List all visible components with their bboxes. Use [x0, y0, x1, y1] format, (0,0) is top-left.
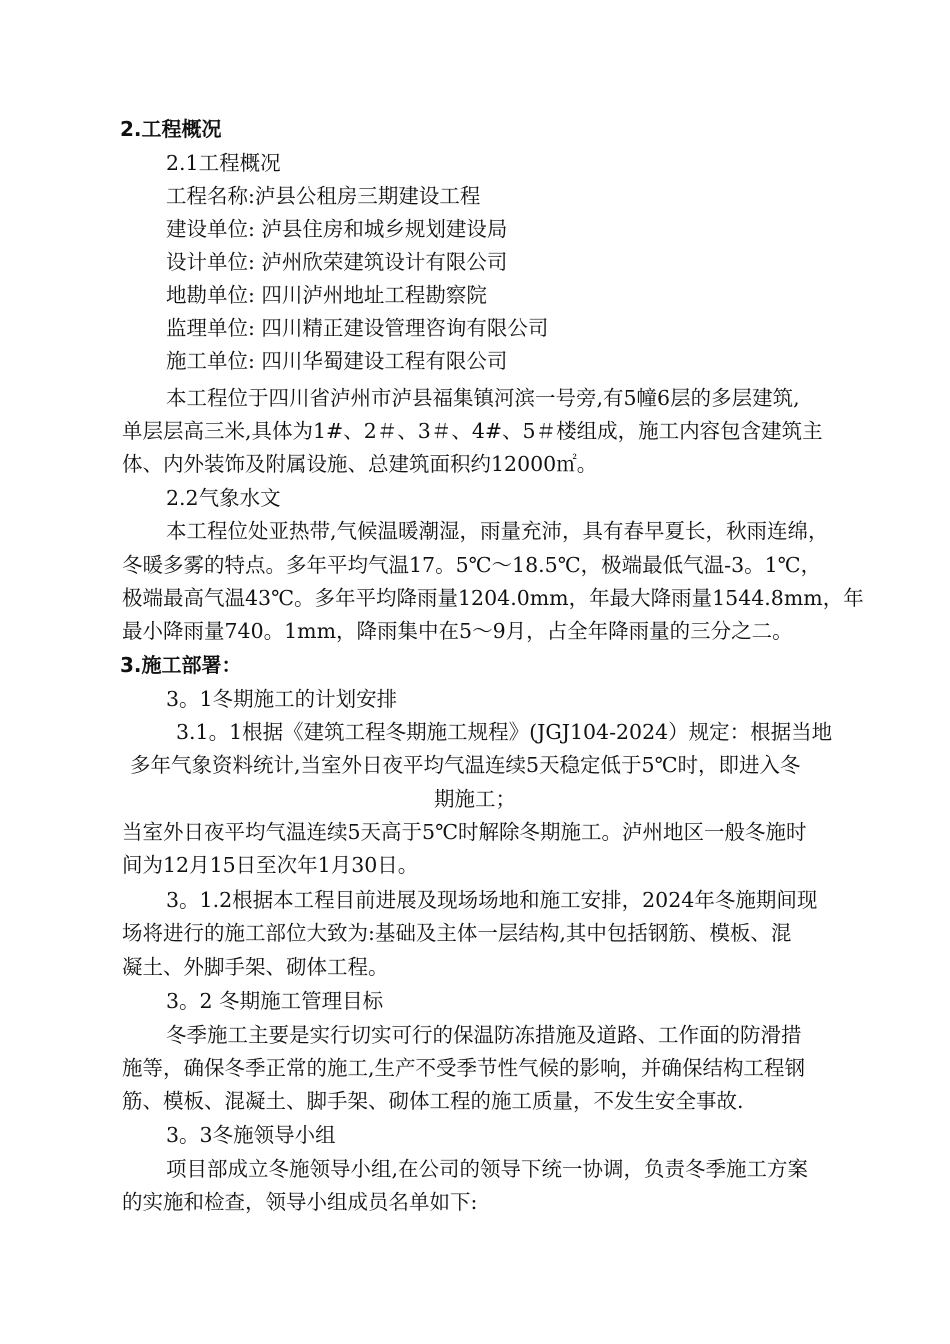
paragraph-line: 当室外日夜平均气温连续5天高于5℃时解除冬期施工。泸州地区一般冬施时: [122, 820, 807, 844]
paragraph-line: 施等，确保冬季正常的施工,生产不受季节性气候的影响，并确保结构工程钢: [122, 1056, 806, 1080]
paragraph-line: 单层层高三米,具体为1#、2＃、3＃、4#、5＃楼组成，施工内容包含建筑主: [122, 419, 823, 443]
subsection-2-2-heading: 2.2气象水文: [166, 486, 281, 510]
paragraph-line: 本工程位于四川省泸州市泸县福集镇河滨一号旁,有5幢6层的多层建筑,: [166, 386, 800, 410]
paragraph-line: 的实施和检查，领导小组成员名单如下:: [122, 1190, 478, 1214]
section-2-heading: 2.工程概况: [120, 117, 222, 141]
paragraph-line: 多年气象资料统计,当室外日夜平均气温连续5天稳定低于5℃时，即进入冬: [130, 753, 801, 777]
paragraph-line: 凝土、外脚手架、砌体工程。: [122, 955, 389, 979]
subsection-3-1-heading: 3。1冬期施工的计划安排: [166, 687, 398, 711]
builder-line: 建设单位: 泸县住房和城乡规划建设局: [166, 217, 508, 241]
paragraph-line: 冬季施工主要是实行切实可行的保温防冻措施及道路、工作面的防滑措: [166, 1023, 802, 1047]
designer-line: 设计单位: 泸州欣荣建筑设计有限公司: [166, 250, 508, 274]
paragraph-line: 体、内外装饰及附属设施、总建筑面积约12000㎡。: [122, 452, 598, 476]
paragraph-line: 极端最高气温43℃。多年平均降雨量1204.0mm，年最大降雨量1544.8mm，年: [122, 586, 864, 610]
paragraph-line: 项目部成立冬施领导小组,在公司的领导下统一协调，负责冬季施工方案: [166, 1157, 809, 1181]
paragraph-line: 3.1。1根据《建筑工程冬期施工规程》(JGJ104-2024）规定：根据当地: [176, 720, 833, 744]
subsection-3-2-heading: 3。2 冬期施工管理目标: [166, 989, 384, 1013]
paragraph-line: 冬暖多雾的特点。多年平均气温17。5℃～18.5℃，极端最低气温-3。1℃，: [122, 553, 822, 577]
paragraph-line: 场将进行的施工部位大致为:基础及主体一层结构,其中包括钢筋、模板、混: [122, 921, 792, 945]
section-3-heading: 3.施工部署：: [120, 653, 242, 677]
supervisor-line: 监理单位: 四川精正建设管理咨询有限公司: [166, 316, 549, 340]
survey-line: 地勘单位: 四川泸州地址工程勘察院: [166, 283, 487, 307]
paragraph-line: 期施工；: [434, 787, 516, 811]
contractor-line: 施工单位: 四川华蜀建设工程有限公司: [166, 349, 508, 373]
paragraph-line: 本工程位处亚热带,气候温暖潮湿，雨量充沛，具有春早夏长，秋雨连绵，: [166, 519, 829, 543]
subsection-2-1-heading: 2.1工程概况: [166, 151, 281, 175]
project-name-line: 工程名称:泸县公租房三期建设工程: [166, 184, 481, 208]
paragraph-line: 最小降雨量740。1mm，降雨集中在5～9月，占全年降雨量的三分之二。: [122, 619, 793, 643]
paragraph-line: 3。1.2根据本工程目前进展及现场场地和施工安排，2024年冬施期间现: [166, 888, 818, 912]
paragraph-line: 间为12月15日至次年1月30日。: [122, 853, 419, 877]
subsection-3-3-heading: 3。3冬施领导小组: [166, 1123, 336, 1147]
paragraph-line: 筋、模板、混凝土、脚手架、砌体工程的施工质量，不发生安全事故.: [122, 1089, 744, 1113]
